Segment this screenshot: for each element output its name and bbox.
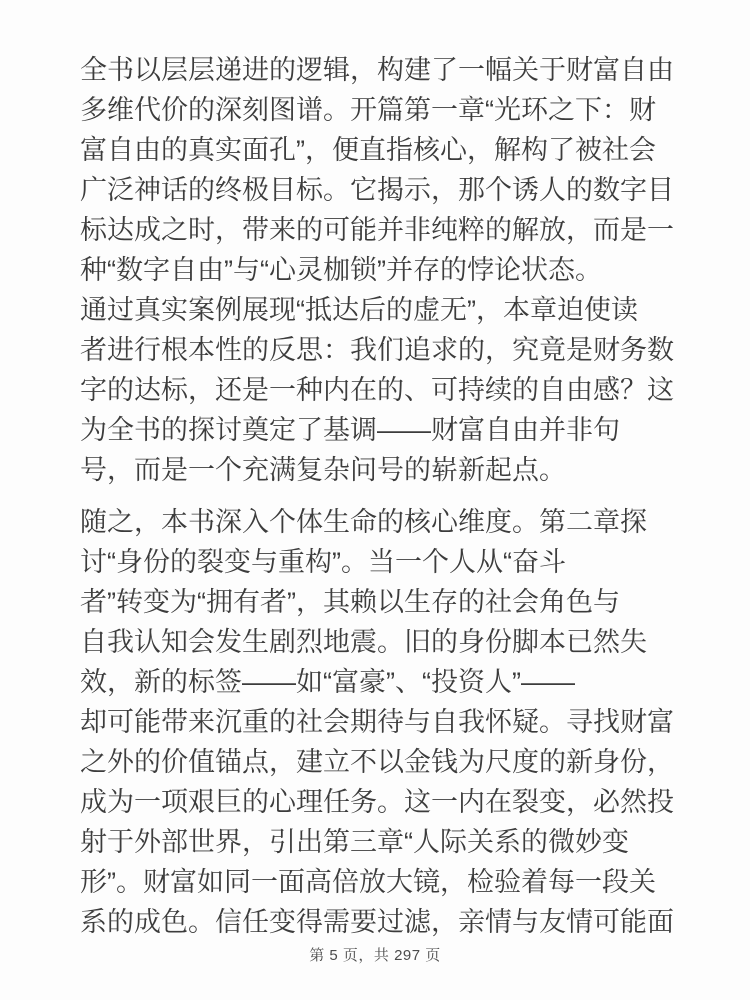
paragraph: [80, 502, 680, 942]
text-line: 种“数字自由”与“心灵枷锁”并存的悖论状态。: [80, 255, 602, 285]
text-line: 全书以层层递进的逻辑，构建了一幅关于财富自由: [80, 55, 674, 85]
text-line: 射于外部世界，引出第三章“人际关系的微妙变: [80, 827, 629, 857]
text-line: 广泛神话的终极目标。它揭示，那个诱人的数字目: [80, 175, 674, 205]
text-line: 系的成色。信任变得需要过滤，亲情与友情可能面: [80, 907, 674, 937]
text-line: 为全书的探讨奠定了基调——财富自由并非句: [80, 415, 620, 445]
text-line: 字的达标，还是一种内在的、可持续的自由感？这: [80, 375, 674, 405]
text-line: 多维代价的深刻图谱。开篇第一章“光环之下：财: [80, 95, 656, 125]
page-number-indicator: 第 5 页，共 297 页: [309, 947, 441, 964]
text-line: 形”。财富如同一面高倍放大镜，检验着每一段关: [80, 867, 656, 897]
text-line: 号，而是一个充满复杂问号的崭新起点。: [80, 455, 566, 485]
paragraph: [80, 50, 680, 490]
text-line: 者”转变为“拥有者”，其赖以生存的社会角色与: [80, 587, 620, 617]
text-line: 随之，本书深入个体生命的核心维度。第二章探: [80, 507, 647, 537]
text-line: 者进行根本性的反思：我们追求的，究竟是财务数: [80, 335, 674, 365]
page-text: [80, 50, 680, 942]
text-line: 自我认知会发生剧烈地震。旧的身份脚本已然失: [80, 627, 647, 657]
text-line: 却可能带来沉重的社会期待与自我怀疑。寻找财富: [80, 707, 674, 737]
text-line: 通过真实案例展现“抵达后的虚无”，本章迫使读: [80, 295, 638, 325]
text-line: 讨“身份的裂变与重构”。当一个人从“奋斗: [80, 547, 566, 577]
text-line: 成为一项艰巨的心理任务。这一内在裂变，必然投: [80, 787, 674, 817]
text-line: 之外的价值锚点，建立不以金钱为尺度的新身份，: [80, 747, 674, 777]
text-line: 标达成之时，带来的可能并非纯粹的解放，而是一: [80, 215, 674, 245]
text-line: 富自由的真实面孔”，便直指核心，解构了被社会: [80, 135, 656, 165]
text-line: 效，新的标签——如“富豪”、“投资人”——: [80, 667, 575, 697]
